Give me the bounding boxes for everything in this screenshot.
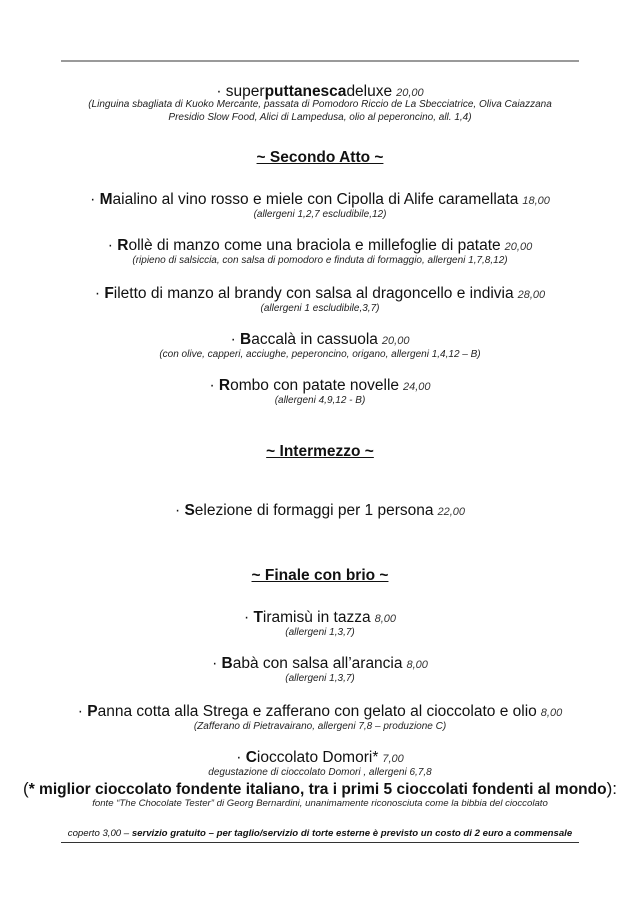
dish-description-line: Presidio Slow Food, Alici di Lampedusa, olio al peperoncino, all. 1,4) bbox=[168, 112, 472, 123]
dish-name: ollè di manzo come una braciola e millefoglie di patate bbox=[128, 237, 501, 254]
chocolate-note-source: fonte “The Chocolate Tester” di Georg Bernardini, unanimamente riconosciuta come la bibbia del cioccolato bbox=[92, 798, 548, 809]
dish-baccala bbox=[0, 331, 640, 349]
dish-initial: T bbox=[253, 609, 263, 626]
chocolate-note bbox=[0, 779, 640, 799]
dish-allergens: (allergeni 4,9,12 - B) bbox=[274, 395, 366, 406]
section-title-secondo-atto: ~ Secondo Atto ~ bbox=[256, 149, 384, 166]
dish-price: 18,00 bbox=[522, 195, 550, 207]
bullet: · bbox=[243, 609, 254, 626]
dish-name: iramisù in tazza bbox=[262, 609, 371, 626]
dish-allergens: (allergeni 1 escludibile,3,7) bbox=[260, 303, 380, 314]
dish-selezione-formaggi bbox=[0, 502, 640, 520]
dish-price: 8,00 bbox=[540, 707, 563, 719]
dish-cioccolato-domori bbox=[0, 749, 640, 767]
dish-filetto bbox=[0, 285, 640, 303]
dish-baba bbox=[0, 655, 640, 673]
bullet: · bbox=[90, 191, 100, 208]
dish-tiramisu bbox=[0, 609, 640, 627]
dish-price: 22,00 bbox=[437, 506, 466, 518]
dish-price: 28,00 bbox=[517, 289, 546, 301]
dish-allergens: (con olive, capperi, acciughe, peperoncino, origano, allergeni 1,4,12 – B) bbox=[159, 349, 481, 360]
dish-initial: P bbox=[87, 703, 98, 720]
dish-initial: S bbox=[184, 502, 195, 519]
dish-initial: R bbox=[218, 377, 231, 394]
note-text: * miglior cioccolato fondente italiano, tra i primi 5 cioccolati fondenti al mondo bbox=[28, 781, 607, 798]
dish-initial: R bbox=[117, 237, 129, 254]
bullet: · bbox=[236, 749, 246, 766]
footer-note bbox=[0, 828, 640, 839]
note-open-paren: ( bbox=[23, 779, 29, 798]
dish-price: 7,00 bbox=[382, 753, 404, 765]
dish-name: ioccolato Domori* bbox=[256, 749, 379, 766]
dish-suffix: deluxe bbox=[346, 83, 393, 100]
note-close-paren: ): bbox=[606, 779, 617, 798]
dish-price: 24,00 bbox=[403, 381, 431, 393]
bottom-divider bbox=[61, 842, 579, 843]
dish-rombo bbox=[0, 377, 640, 395]
dish-rolle bbox=[0, 237, 640, 255]
dish-initial: F bbox=[104, 285, 114, 302]
section-title-intermezzo: ~ Intermezzo ~ bbox=[266, 443, 374, 460]
dish-name: accalà in cassuola bbox=[251, 331, 378, 348]
dish-price: 20,00 bbox=[504, 241, 533, 253]
dish-name: abà con salsa all’arancia bbox=[232, 655, 403, 672]
dish-initial: B bbox=[240, 331, 252, 348]
dish-prefix: · super bbox=[216, 83, 265, 100]
bullet: · bbox=[77, 703, 88, 720]
dish-maialino bbox=[0, 191, 640, 209]
section-title-finale: ~ Finale con brio ~ bbox=[251, 567, 389, 584]
dish-bold: puttanesca bbox=[264, 83, 347, 100]
dish-name: aialino al vino rosso e miele con Cipolla di Alife caramellata bbox=[112, 191, 519, 208]
bullet: · bbox=[94, 285, 105, 302]
footer-coperto: coperto 3,00 – bbox=[67, 828, 132, 839]
dish-allergens: (allergeni 1,3,7) bbox=[285, 673, 355, 684]
bullet: · bbox=[209, 377, 219, 394]
bullet: · bbox=[230, 331, 241, 348]
dish-initial: B bbox=[221, 655, 233, 672]
dish-price: 20,00 bbox=[396, 87, 424, 99]
dish-price: 20,00 bbox=[381, 335, 410, 347]
dish-initial: C bbox=[245, 749, 257, 766]
bullet: · bbox=[174, 502, 185, 519]
dish-allergens: (allergeni 1,2,7 escludibile,12) bbox=[253, 209, 387, 220]
dish-panna-cotta bbox=[0, 703, 640, 721]
dish-name: iletto di manzo al brandy con salsa al dragoncello e indivia bbox=[113, 285, 514, 302]
dish-name: ombo con patate novelle bbox=[230, 377, 400, 394]
bullet: · bbox=[212, 655, 222, 672]
dish-allergens: (ripieno di salsiccia, con salsa di pomodoro e finduta di formaggio, allergeni 1,7,8,12) bbox=[132, 255, 508, 266]
dish-initial: M bbox=[99, 191, 113, 208]
dish-description: degustazione di cioccolato Domori , allergeni 6,7,8 bbox=[208, 767, 432, 778]
dish-description-line: (Linguina sbagliata di Kuoko Mercante, passata di Pomodoro Riccio de La Sbecciatrice, Oliva Caiazzana bbox=[88, 99, 552, 110]
top-divider bbox=[61, 60, 579, 62]
footer-servizio: servizio gratuito – per taglio/servizio di torte esterne è previsto un costo di 2 euro a commensale bbox=[131, 828, 573, 839]
dish-price: 8,00 bbox=[406, 659, 428, 671]
dish-allergens: (allergeni 1,3,7) bbox=[285, 627, 355, 638]
dish-name: anna cotta alla Strega e zafferano con gelato al cioccolato e olio bbox=[97, 703, 537, 720]
dish-price: 8,00 bbox=[374, 613, 397, 625]
dish-name: elezione di formaggi per 1 persona bbox=[194, 502, 434, 519]
bullet: · bbox=[107, 237, 118, 254]
dish-allergens: (Zafferano di Pietravairano, allergeni 7,8 – produzione C) bbox=[193, 721, 447, 732]
